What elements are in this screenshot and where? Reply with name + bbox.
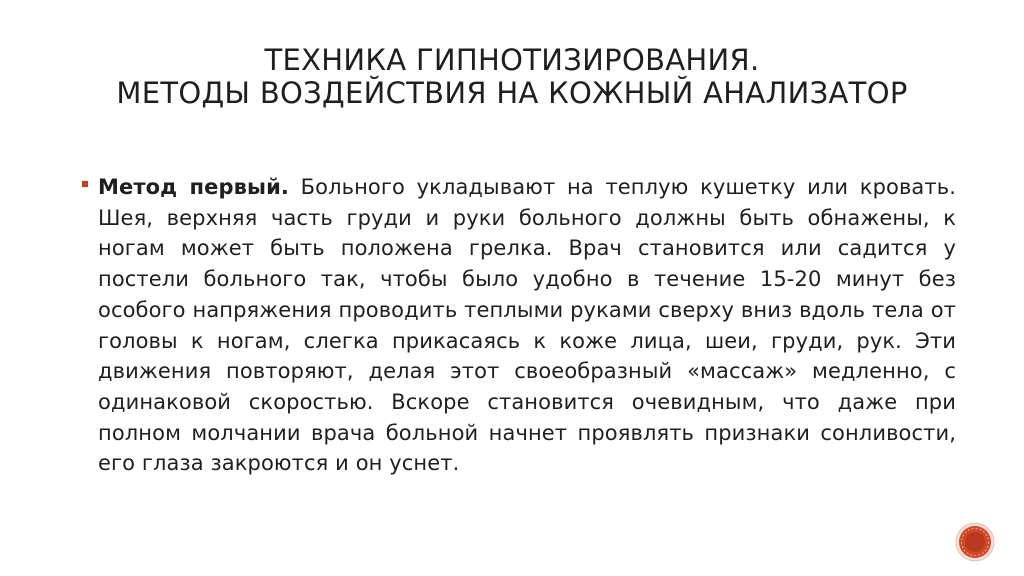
slide-logo-icon bbox=[955, 522, 995, 562]
slide-title bbox=[40, 44, 984, 110]
title-line-1: ТЕХНИКА ГИПНОТИЗИРОВАНИЯ. bbox=[264, 43, 760, 77]
method-lead: Метод первый. bbox=[98, 175, 289, 199]
method-text: Больного укладывают на теплую кушетку или кровать. Шея, верхняя часть груди и руки больного должны быть обнажены, к ногам может быть положена грелка. Врач становится или садится у постели больного так, чтобы было удобно в течение 15-20 минут без особого напряжения проводить теплыми руками сверху вниз вдоль тела от головы к ногам, слегка прикасаясь к коже лица, шеи, груди, рук. Эти движения повторяют, делая этот своеобразный «массаж» медленно, с одинаковой скоростью. Вскоре становится очевидным, что даже при полном молчании врача больной начнет проявлять признаки сонливости, его глаза закроются и он уснет. bbox=[98, 175, 956, 476]
title-line-2: МЕТОДЫ ВОЗДЕЙСТВИЯ НА КОЖНЫЙ АНАЛИЗАТОР bbox=[116, 76, 908, 110]
bullet-paragraph bbox=[98, 172, 956, 479]
bullet-marker-icon bbox=[82, 181, 88, 187]
